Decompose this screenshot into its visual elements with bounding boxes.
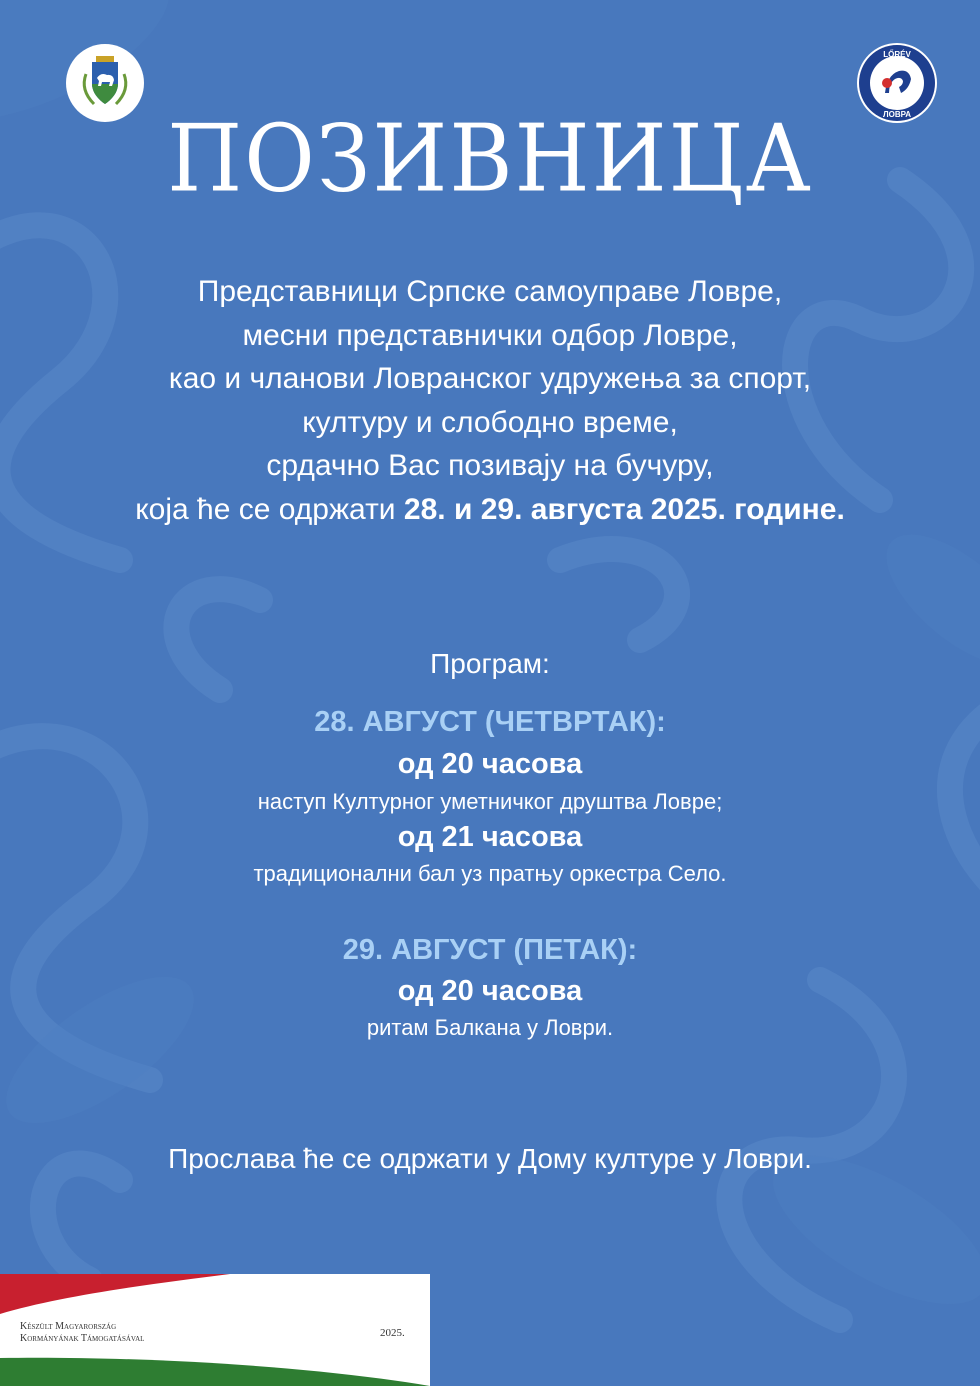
support-line: Készült Magyarország bbox=[20, 1321, 117, 1332]
day2-event1-desc: ритам Балкана у Ловри. bbox=[366, 1015, 614, 1040]
program-label: Програм: bbox=[430, 648, 550, 679]
intro-line: Представници Српске самоуправе Ловре, bbox=[197, 275, 783, 308]
day1-event1-time: од 20 часова bbox=[397, 748, 583, 780]
day1-heading: 28. АВГУСТ (ЧЕТВРТАК): bbox=[314, 706, 666, 738]
venue-note: Прослава ће се одржати у Дому културе у Ловри. bbox=[168, 1143, 812, 1174]
intro-line: културу и слободно време, bbox=[302, 405, 678, 439]
intro-text bbox=[40, 270, 940, 531]
support-text bbox=[20, 1321, 144, 1345]
intro-line: месни представнички одбор Ловре, bbox=[242, 318, 738, 352]
intro-line: као и чланови Ловранског удружења за спорт, bbox=[168, 362, 812, 395]
support-line: Kormányának Támogatásával bbox=[20, 1333, 145, 1344]
day1-event2-desc: традиционални бал уз пратњу оркестра Село. bbox=[253, 861, 727, 886]
event-dates: 28. и 29. августа 2025. године. bbox=[403, 492, 845, 526]
page-title: ПОЗИВНИЦА bbox=[167, 104, 813, 213]
day2-event1-time: од 20 часова bbox=[397, 975, 583, 1007]
day1-event1-desc: наступ Културног уметничког друштва Ловре; bbox=[257, 789, 723, 814]
footer-year: 2025. bbox=[380, 1327, 405, 1339]
intro-line-prefix: која ће се одржати bbox=[135, 492, 396, 526]
svg-text:ЛОВРА: ЛОВРА bbox=[882, 110, 912, 119]
svg-text:LŐRÉV: LŐRÉV bbox=[883, 50, 911, 59]
intro-date-line bbox=[40, 488, 940, 532]
day1-event2-time: од 21 часова bbox=[397, 821, 583, 853]
intro-line: срдачно Вас позивају на бучуру, bbox=[266, 449, 714, 482]
day2-heading: 29. АВГУСТ (ПЕТАК): bbox=[342, 934, 638, 966]
